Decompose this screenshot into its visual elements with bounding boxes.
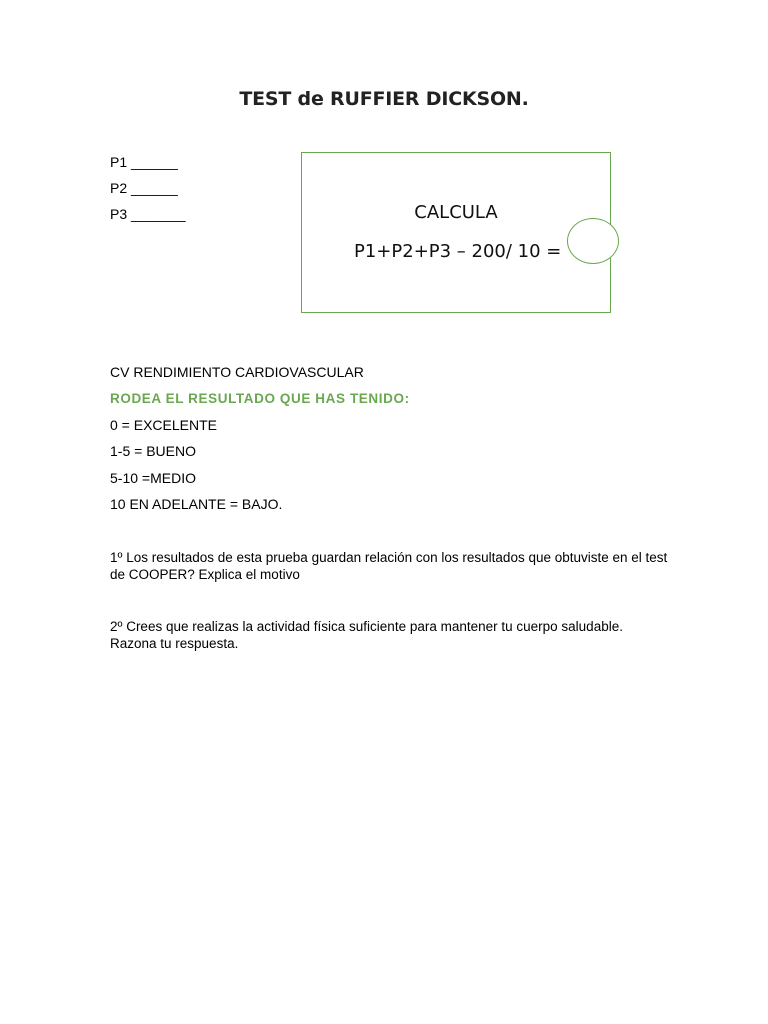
cv-heading: CV RENDIMIENTO CARDIOVASCULAR	[110, 364, 364, 380]
pulse-line-p2: P2 ______	[110, 180, 178, 196]
page-title: TEST de RUFFIER DICKSON.	[239, 88, 529, 110]
result-excellent: 0 = EXCELENTE	[110, 417, 217, 433]
calculation-label: CALCULA	[414, 202, 498, 223]
result-medium: 5-10 =MEDIO	[110, 470, 196, 486]
result-good: 1-5 = BUENO	[110, 443, 196, 459]
question-2: 2º Crees que realizas la actividad física suficiente para mantener tu cuerpo saludable. Razona tu respuesta.	[110, 619, 623, 651]
question-1: 1º Los resultados de esta prueba guardan relación con los resultados que obtuviste en el test de COOPER? Explica el motivo	[110, 550, 668, 582]
instruction-heading: RODEA EL RESULTADO QUE HAS TENIDO:	[110, 391, 410, 406]
result-low: 10 EN ADELANTE = BAJO.	[110, 496, 283, 512]
calculation-box	[301, 152, 611, 313]
pulse-line-p1: P1 ______	[110, 154, 178, 170]
calculation-formula: P1+P2+P3 – 200/ 10 =	[354, 241, 562, 262]
answer-circle[interactable]	[567, 218, 619, 264]
pulse-line-p3: P3 _______	[110, 206, 186, 222]
